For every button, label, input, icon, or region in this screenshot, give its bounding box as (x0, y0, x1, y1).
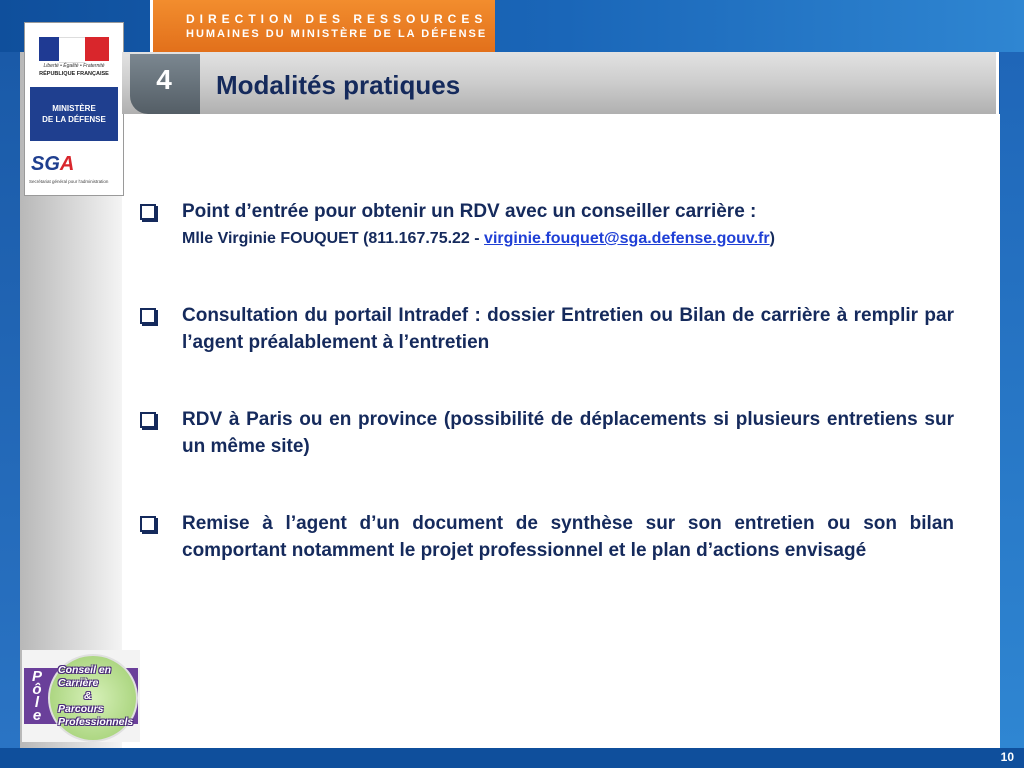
sga-main: SG (31, 153, 60, 175)
slide-number: 4 (156, 64, 172, 95)
bullet-text-1: Point d’entrée pour obtenir un RDV avec un conseiller carrière : (182, 201, 757, 222)
logo-motto: Liberté • Égalité • Fraternité (43, 63, 105, 69)
checkbox-bullet-icon (140, 308, 156, 324)
bottom-bar (0, 748, 1024, 768)
checkbox-bullet-icon (140, 412, 156, 428)
checkbox-bullet-icon (140, 204, 156, 220)
header-band (150, 0, 495, 52)
bullet-item (140, 198, 954, 252)
bullet-list (140, 198, 954, 564)
left-blue-strip (0, 52, 20, 748)
pole-conseil-logo (22, 650, 140, 742)
email-link[interactable]: virginie.fouquet@sga.defense.gouv.fr (484, 230, 770, 247)
right-blue-strip (1000, 52, 1024, 748)
sga-accent: A (59, 153, 75, 175)
sga-caption: Secrétariat général pour l'administration (29, 179, 109, 184)
bullet-text-4: Remise à l’agent d’un document de synthèse sur son entretien ou son bilan comportant notamment le projet professionnel et le plan d’actions envisagé (182, 513, 954, 561)
bullet-item (140, 302, 954, 356)
contact-line (182, 225, 954, 252)
header-line-1: DIRECTION DES RESSOURCES (186, 12, 488, 26)
page-number: 10 (1000, 750, 1014, 764)
contact-suffix: ) (769, 230, 775, 247)
bullet-item (140, 406, 954, 460)
marianne-flag-icon (39, 37, 109, 61)
ministere-line-1: MINISTÈRE (52, 104, 96, 113)
ministere-label (30, 87, 118, 141)
logo-republique: RÉPUBLIQUE FRANÇAISE (39, 71, 109, 77)
pole-logo-text: Conseil en Carrière & Parcours Professionnels (58, 664, 134, 728)
bullet-text-3: RDV à Paris ou en province (possibilité de déplacements si plusieurs entretiens sur un même site) (182, 409, 954, 457)
contact-prefix: Mlle Virginie FOUQUET (811.167.75.22 - (182, 230, 485, 247)
pole-vertical-text: P ô l e (31, 668, 42, 724)
ministry-logo (24, 22, 124, 196)
header-line-2: HUMAINES DU MINISTÈRE DE LA DÉFENSE (186, 28, 488, 40)
bullet-text-2: Consultation du portail Intradef : dossier Entretien ou Bilan de carrière à remplir par l’agent préalablement à l’entretien (182, 305, 954, 353)
sga-logo (31, 153, 74, 176)
ministere-line-2: DE LA DÉFENSE (42, 115, 106, 124)
bullet-item (140, 510, 954, 564)
checkbox-bullet-icon (140, 516, 156, 532)
slide-title: Modalités pratiques (216, 70, 461, 100)
